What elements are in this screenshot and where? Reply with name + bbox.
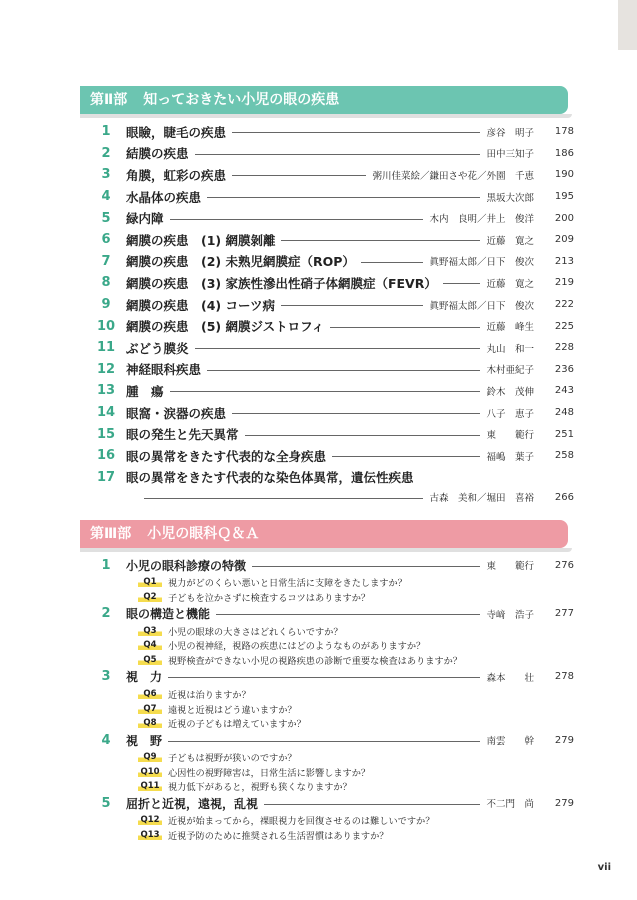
qa-section[interactable] — [86, 555, 574, 575]
toc-entry[interactable] — [86, 359, 574, 381]
question-text: 遠視と近視はどう違いますか？ — [168, 704, 297, 716]
leader-line — [245, 435, 481, 436]
entry-title: 網膜の疾患 (1) 網膜剝離 — [126, 232, 276, 248]
question-text: 視力がどのくらい悪いと日常生活に支障をきたしますか？ — [168, 578, 407, 590]
section-page: 278 — [554, 671, 574, 683]
entry-page: 248 — [554, 407, 574, 419]
question-text: 近視予防のために推奨される生活習慣はありますか？ — [168, 830, 389, 842]
question-text: 子どもを泣かさずに検査するコツはありますか？ — [168, 592, 371, 604]
toc-entry[interactable] — [86, 380, 574, 402]
leader-line — [207, 197, 480, 198]
entry-author: 八子 恵子 — [486, 408, 534, 420]
entry-page: 190 — [554, 169, 574, 181]
section-number: 4 — [101, 732, 111, 748]
part-3-label: 第Ⅲ部 — [90, 526, 132, 542]
entry-title: 眼窩・涙器の疾患 — [126, 405, 227, 421]
entry-page: 200 — [554, 212, 574, 224]
leader-line — [168, 741, 480, 742]
section-author: 南雲 幹 — [486, 736, 534, 748]
entry-title: 眼瞼，睫毛の疾患 — [126, 124, 227, 140]
question-badge: Q10 — [138, 767, 162, 777]
question-item[interactable] — [86, 750, 574, 764]
question-text: 子どもは視野が狭いのですか？ — [168, 753, 297, 765]
question-badge: Q6 — [138, 689, 162, 699]
section-page: 277 — [554, 608, 574, 620]
toc-entry[interactable] — [86, 272, 574, 294]
question-item[interactable] — [86, 701, 574, 715]
leader-line — [195, 154, 481, 155]
entry-title: 網膜の疾患 (3) 家族性滲出性硝子体網膜症（FEVR） — [126, 275, 437, 291]
section-number: 5 — [101, 795, 111, 811]
entry-author: 丸山 和一 — [486, 343, 534, 355]
question-item[interactable] — [86, 575, 574, 589]
entry-title: 網膜の疾患 (4) コーツ病 — [126, 297, 275, 313]
question-badge: Q1 — [138, 577, 162, 587]
question-badge: Q3 — [138, 626, 162, 636]
question-item[interactable] — [86, 813, 574, 827]
leader-line — [281, 240, 480, 241]
question-badge: Q9 — [138, 752, 162, 762]
entry-title: 眼の異常をきたす代表的な全身疾患 — [126, 448, 327, 464]
entry-page: 186 — [554, 147, 574, 159]
entry-page: 236 — [554, 363, 574, 375]
entry-number: 4 — [101, 189, 111, 205]
entry-title: 神経眼科疾患 — [126, 362, 202, 378]
section-number: 2 — [101, 606, 111, 622]
part-2-label: 第Ⅱ部 — [90, 92, 128, 108]
qa-section[interactable] — [86, 730, 574, 750]
entry-page: 219 — [554, 277, 574, 289]
entry-author: 粥川佳菜絵／鎌田さや花／外園 千恵 — [372, 170, 534, 182]
entry-number: 11 — [96, 340, 116, 356]
toc-entry[interactable] — [86, 445, 574, 467]
question-item[interactable] — [86, 828, 574, 842]
section-number: 3 — [101, 669, 111, 685]
question-text: 視野検査ができない小児の視路疾患の診断で重要な検査はありますか？ — [168, 655, 462, 667]
entry-number: 5 — [101, 210, 111, 226]
entry-page: 222 — [554, 299, 574, 311]
side-tab — [618, 0, 637, 50]
leader-line — [216, 614, 480, 615]
section-author: 不二門 尚 — [486, 799, 534, 811]
entry-number: 15 — [96, 426, 116, 442]
question-badge: Q13 — [138, 830, 162, 840]
entry-page: 195 — [554, 191, 574, 203]
section-page: 279 — [554, 797, 574, 809]
toc-entry[interactable] — [86, 315, 574, 337]
entry-number: 1 — [101, 124, 111, 140]
question-item[interactable] — [86, 765, 574, 779]
entry-author: 古森 美和／堀田 喜裕 — [429, 493, 534, 505]
leader-line — [207, 370, 480, 371]
entry-page: 266 — [554, 491, 574, 503]
section-title: 屈折と近視，遠視，乱視 — [126, 796, 259, 811]
entry-author: 鈴木 茂伸 — [486, 386, 534, 398]
entry-author: 東 範行 — [486, 430, 534, 442]
question-item[interactable] — [86, 624, 574, 638]
leader-line — [144, 498, 423, 499]
leader-line — [264, 804, 480, 805]
entry-page: 243 — [554, 385, 574, 397]
question-badge: Q7 — [138, 704, 162, 714]
question-item[interactable] — [86, 589, 574, 603]
entry-author: 木内 良明／井上 俊洋 — [429, 214, 534, 226]
leader-line — [332, 456, 480, 457]
entry-page: 258 — [554, 450, 574, 462]
part-2-toc — [86, 121, 574, 506]
question-badge: Q5 — [138, 655, 162, 665]
question-badge: Q2 — [138, 592, 162, 602]
part-2-header — [80, 86, 568, 114]
question-badge: Q11 — [138, 781, 162, 791]
entry-number: 6 — [101, 232, 111, 248]
entry-title: 結膜の疾患 — [126, 146, 189, 162]
toc-entry[interactable] — [86, 402, 574, 424]
question-text: 小児の視神経，視路の疾患にはどのようなものがありますか？ — [168, 641, 426, 653]
entry-page: 213 — [554, 255, 574, 267]
section-page: 276 — [554, 559, 574, 571]
question-text: 近視は治りますか？ — [168, 690, 251, 702]
leader-line — [281, 305, 424, 306]
toc-entry[interactable] — [86, 337, 574, 359]
entry-author: 黒坂大次郎 — [486, 192, 534, 204]
section-title: 視 力 — [126, 670, 163, 685]
section-author: 森本 壮 — [486, 672, 534, 684]
question-badge: Q4 — [138, 640, 162, 650]
toc-entry-continuation[interactable] — [86, 488, 574, 506]
entry-title: 網膜の疾患 (5) 網膜ジストロフィ — [126, 319, 325, 335]
toc-entry[interactable] — [86, 467, 574, 489]
leader-line — [170, 219, 424, 220]
qa-section[interactable] — [86, 793, 574, 813]
entry-number: 16 — [96, 448, 116, 464]
question-item[interactable] — [86, 716, 574, 730]
entry-author: 近藤 寛之 — [486, 278, 534, 290]
section-title: 眼の構造と機能 — [126, 607, 211, 622]
leader-line — [361, 262, 424, 263]
entry-page: 251 — [554, 428, 574, 440]
question-item[interactable] — [86, 653, 574, 667]
section-number: 1 — [101, 557, 111, 573]
part-3-header — [80, 520, 568, 548]
question-text: 近視が始まってから，裸眼視力を回復させるのは難しいですか？ — [168, 816, 435, 828]
entry-title: 腫 瘍 — [126, 383, 164, 399]
section-title: 視 野 — [126, 733, 163, 748]
entry-author: 彦谷 明子 — [486, 127, 534, 139]
leader-line — [252, 566, 480, 567]
entry-title: ぶどう膜炎 — [126, 340, 189, 356]
entry-author: 福嶋 葉子 — [486, 451, 534, 463]
entry-number: 3 — [101, 167, 111, 183]
entry-title: 緑内障 — [126, 211, 164, 227]
question-text: 視力低下があると，視野も狭くなりますか？ — [168, 782, 352, 794]
toc-entry[interactable] — [86, 143, 574, 165]
toc-entry[interactable] — [86, 164, 574, 186]
question-badge: Q8 — [138, 718, 162, 728]
leader-line — [232, 132, 480, 133]
entry-page: 228 — [554, 342, 574, 354]
toc-entry[interactable] — [86, 229, 574, 251]
section-author: 寺﨑 浩子 — [486, 609, 534, 621]
page-number: vii — [597, 862, 611, 873]
toc-entry[interactable] — [86, 294, 574, 316]
entry-number: 12 — [96, 361, 116, 377]
leader-line — [168, 677, 480, 678]
leader-line — [195, 348, 481, 349]
question-text: 小児の眼球の大きさはどれくらいですか？ — [168, 626, 343, 638]
question-text: 近視の子どもは増えていますか？ — [168, 718, 306, 730]
leader-line — [330, 327, 480, 328]
toc-entry[interactable] — [86, 423, 574, 445]
entry-author: 近藤 寛之 — [486, 235, 534, 247]
entry-number: 13 — [96, 383, 116, 399]
qa-section[interactable] — [86, 667, 574, 687]
question-item[interactable] — [86, 779, 574, 793]
entry-number: 7 — [101, 253, 111, 269]
question-item[interactable] — [86, 638, 574, 652]
leader-line — [443, 283, 481, 284]
qa-section[interactable] — [86, 604, 574, 624]
entry-number: 2 — [101, 145, 111, 161]
entry-title: 眼の発生と先天異常 — [126, 427, 239, 443]
entry-page: 209 — [554, 234, 574, 246]
entry-number: 8 — [101, 275, 111, 291]
toc-entry[interactable] — [86, 121, 574, 143]
question-text: 心因性の視野障害は，日常生活に影響しますか？ — [168, 767, 371, 779]
question-item[interactable] — [86, 687, 574, 701]
part-2-title: 知っておきたい小児の眼の疾患 — [143, 92, 340, 108]
entry-author: 眞野福太郎／日下 俊次 — [429, 300, 534, 312]
leader-line — [232, 413, 480, 414]
entry-author: 眞野福太郎／日下 俊次 — [429, 257, 534, 269]
section-title: 小児の眼科診療の特徴 — [126, 558, 247, 573]
toc-entry[interactable] — [86, 186, 574, 208]
part-3-qa — [86, 555, 574, 842]
entry-author: 木村亜紀子 — [486, 365, 534, 377]
entry-title: 角膜，虹彩の疾患 — [126, 167, 227, 183]
section-page: 279 — [554, 734, 574, 746]
toc-entry[interactable] — [86, 207, 574, 229]
entry-number: 10 — [96, 318, 116, 334]
question-badge: Q12 — [138, 815, 162, 825]
entry-author: 田中三知子 — [486, 149, 534, 161]
part-3-title: 小児の眼科Ｑ＆Ａ — [147, 526, 260, 542]
entry-author: 近藤 峰生 — [486, 322, 534, 334]
entry-title: 眼の異常をきたす代表的な染色体異常，遺伝性疾患 — [126, 470, 414, 486]
leader-line — [232, 175, 366, 176]
entry-title: 水晶体の疾患 — [126, 189, 202, 205]
leader-line — [170, 391, 481, 392]
entry-title: 網膜の疾患 (2) 未熟児網膜症（ROP） — [126, 254, 355, 270]
entry-page: 225 — [554, 320, 574, 332]
toc-entry[interactable] — [86, 251, 574, 273]
entry-number: 14 — [96, 405, 116, 421]
entry-number: 9 — [101, 297, 111, 313]
section-author: 東 範行 — [486, 561, 534, 572]
entry-page: 178 — [554, 126, 574, 138]
entry-number: 17 — [96, 469, 116, 485]
